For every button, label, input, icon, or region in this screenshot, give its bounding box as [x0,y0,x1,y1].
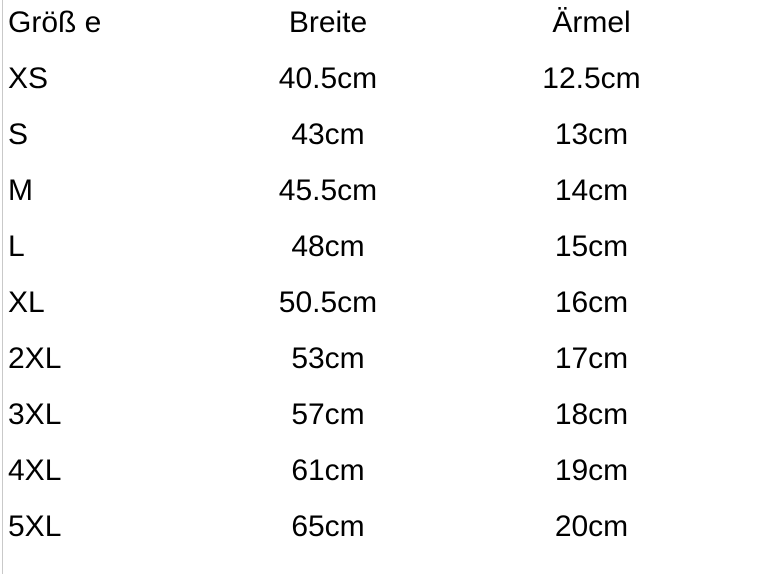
cell-sleeve: 17cm [554,342,629,375]
cell-sleeve: 18cm [554,398,629,431]
cell-width: 65cm [291,510,365,543]
cell-sleeve: 16cm [554,286,629,319]
table-row [0,387,757,443]
cell-size: L [8,230,25,263]
column-header-size: Größ e [8,6,102,39]
cell-sleeve: 14cm [554,174,629,207]
column-header-width: Breite [288,6,368,39]
cell-width: 50.5cm [278,286,378,319]
cell-width: 61cm [291,454,365,487]
table-header [0,0,757,51]
cell-width: 43cm [291,118,365,151]
column-header-sleeve: Ärmel [552,6,631,39]
cell-sleeve: 19cm [554,454,629,487]
cell-sleeve: 20cm [554,510,629,543]
cell-size: XL [8,286,45,319]
cell-size: 2XL [8,342,62,375]
cell-sleeve: 12.5cm [542,62,641,95]
left-border-line [2,0,3,574]
cell-width: 57cm [291,398,365,431]
table-row [0,219,757,275]
cell-size: 3XL [8,398,62,431]
cell-sleeve: 15cm [554,230,629,263]
table-row [0,275,757,331]
table-row [0,51,757,107]
table-row [0,331,757,387]
cell-size: M [8,174,33,207]
table-body [0,51,757,555]
table-row [0,443,757,499]
cell-size: 4XL [8,454,62,487]
cell-width: 48cm [291,230,365,263]
header-row [0,0,757,51]
cell-width: 45.5cm [278,174,378,207]
cell-width: 40.5cm [278,62,378,95]
cell-size: 5XL [8,510,62,543]
cell-size: XS [8,62,49,95]
cell-size: S [8,118,29,151]
cell-width: 53cm [291,342,365,375]
table-row [0,499,757,555]
cell-sleeve: 13cm [554,118,629,151]
table-row [0,163,757,219]
table-row [0,107,757,163]
